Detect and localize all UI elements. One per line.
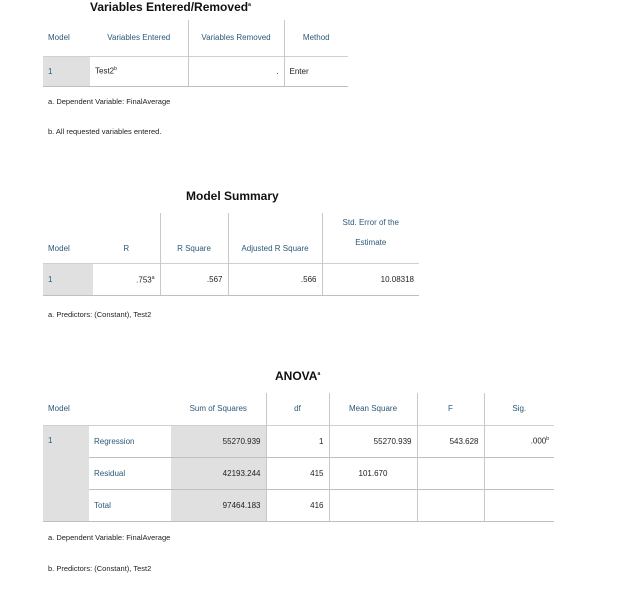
anova-title-text: ANOVA — [275, 369, 318, 383]
anova-title-sup: a — [317, 371, 321, 377]
anova-footnote-a: a. Dependent Variable: FinalAverage — [48, 533, 171, 542]
anova-row-total — [43, 489, 554, 521]
model-summary-title: Model Summary — [186, 189, 279, 203]
anova-model-cell: 1 — [43, 425, 89, 521]
anova-ms-regression: 55270.939 — [329, 425, 417, 457]
model-summary-footnote-a: a. Predictors: (Constant), Test2 — [48, 310, 152, 319]
ms-r-sup: a — [151, 274, 155, 281]
variables-footnote-a: a. Dependent Variable: FinalAverage — [48, 97, 171, 106]
anova-ss-residual: 42193.244 — [171, 457, 266, 489]
variables-entered-value: Test2 — [95, 66, 115, 76]
variables-data-row — [43, 56, 348, 86]
variables-entered-sup: b — [114, 66, 117, 73]
ms-adj-r-square-cell: .566 — [228, 264, 322, 296]
anova-f-residual — [417, 457, 484, 489]
anova-col-header-blank — [89, 393, 171, 425]
ms-std-error-line2: Estimate — [355, 238, 387, 247]
ms-col-header-std-error — [322, 213, 419, 264]
ms-col-header-model: Model — [48, 244, 70, 253]
anova-col-header-ms: Mean Square — [329, 393, 417, 425]
anova-header-row — [43, 393, 554, 425]
anova-col-header-model: Model — [48, 404, 70, 414]
ms-col-header-r-square: R Square — [160, 213, 228, 264]
anova-table — [43, 393, 554, 522]
anova-ss-regression: 55270.939 — [171, 425, 266, 457]
anova-ms-residual: 101.670 — [329, 457, 417, 489]
variables-footnote-b: b. All requested variables entered. — [48, 127, 162, 136]
col-header-entered: Variables Entered — [107, 33, 171, 43]
anova-f-total — [417, 489, 484, 521]
anova-label-regression: Regression — [89, 425, 171, 457]
model-summary-data-row — [43, 264, 419, 296]
anova-df-total: 416 — [266, 489, 329, 521]
anova-sig-regression-sup: b — [546, 436, 549, 443]
anova-col-header-f: F — [417, 393, 484, 425]
anova-footnote-b: b. Predictors: (Constant), Test2 — [48, 564, 152, 573]
anova-label-total: Total — [89, 489, 171, 521]
anova-sig-residual — [484, 457, 554, 489]
anova-sig-regression: .000 — [530, 436, 547, 446]
model-summary-table — [43, 213, 419, 296]
ms-std-error-line1: Std. Error of the — [342, 218, 399, 227]
variables-header-row — [43, 20, 348, 56]
anova-title — [275, 369, 320, 383]
anova-sig-total — [484, 489, 554, 521]
variables-title-text: Variables Entered/Removed — [90, 0, 249, 14]
anova-col-header-sig: Sig. — [484, 393, 554, 425]
ms-col-header-r: R — [123, 244, 130, 253]
anova-col-header-df: df — [266, 393, 329, 425]
anova-ms-total — [329, 489, 417, 521]
col-header-model: Model — [48, 33, 70, 43]
col-header-removed: Variables Removed — [188, 20, 284, 56]
anova-row-residual — [43, 457, 554, 489]
model-summary-header-row — [43, 213, 419, 264]
ms-r-square-cell: .567 — [160, 264, 228, 296]
anova-col-header-ss: Sum of Squares — [189, 404, 247, 414]
ms-std-error-cell: 10.08318 — [322, 264, 419, 296]
ms-r-cell — [93, 264, 160, 296]
col-header-method: Method — [284, 20, 348, 56]
method-cell: Enter — [284, 56, 348, 86]
anova-f-regression: 543.628 — [417, 425, 484, 457]
anova-label-residual: Residual — [89, 457, 171, 489]
anova-df-residual: 415 — [266, 457, 329, 489]
variables-entered-table — [43, 20, 348, 87]
variables-removed-cell: . — [188, 56, 284, 86]
variables-entered-cell — [90, 56, 188, 86]
anova-ss-total: 97464.183 — [171, 489, 266, 521]
variables-title-sup: a — [248, 2, 251, 8]
ms-model-cell: 1 — [43, 264, 93, 296]
anova-df-regression: 1 — [266, 425, 329, 457]
model-number-cell: 1 — [43, 56, 90, 86]
ms-col-header-adj-r-square: Adjusted R Square — [228, 213, 322, 264]
anova-sig-regression-cell — [484, 425, 554, 457]
variables-table-title — [90, 0, 251, 14]
anova-row-regression — [43, 425, 554, 457]
ms-r-value: .753 — [136, 275, 152, 285]
